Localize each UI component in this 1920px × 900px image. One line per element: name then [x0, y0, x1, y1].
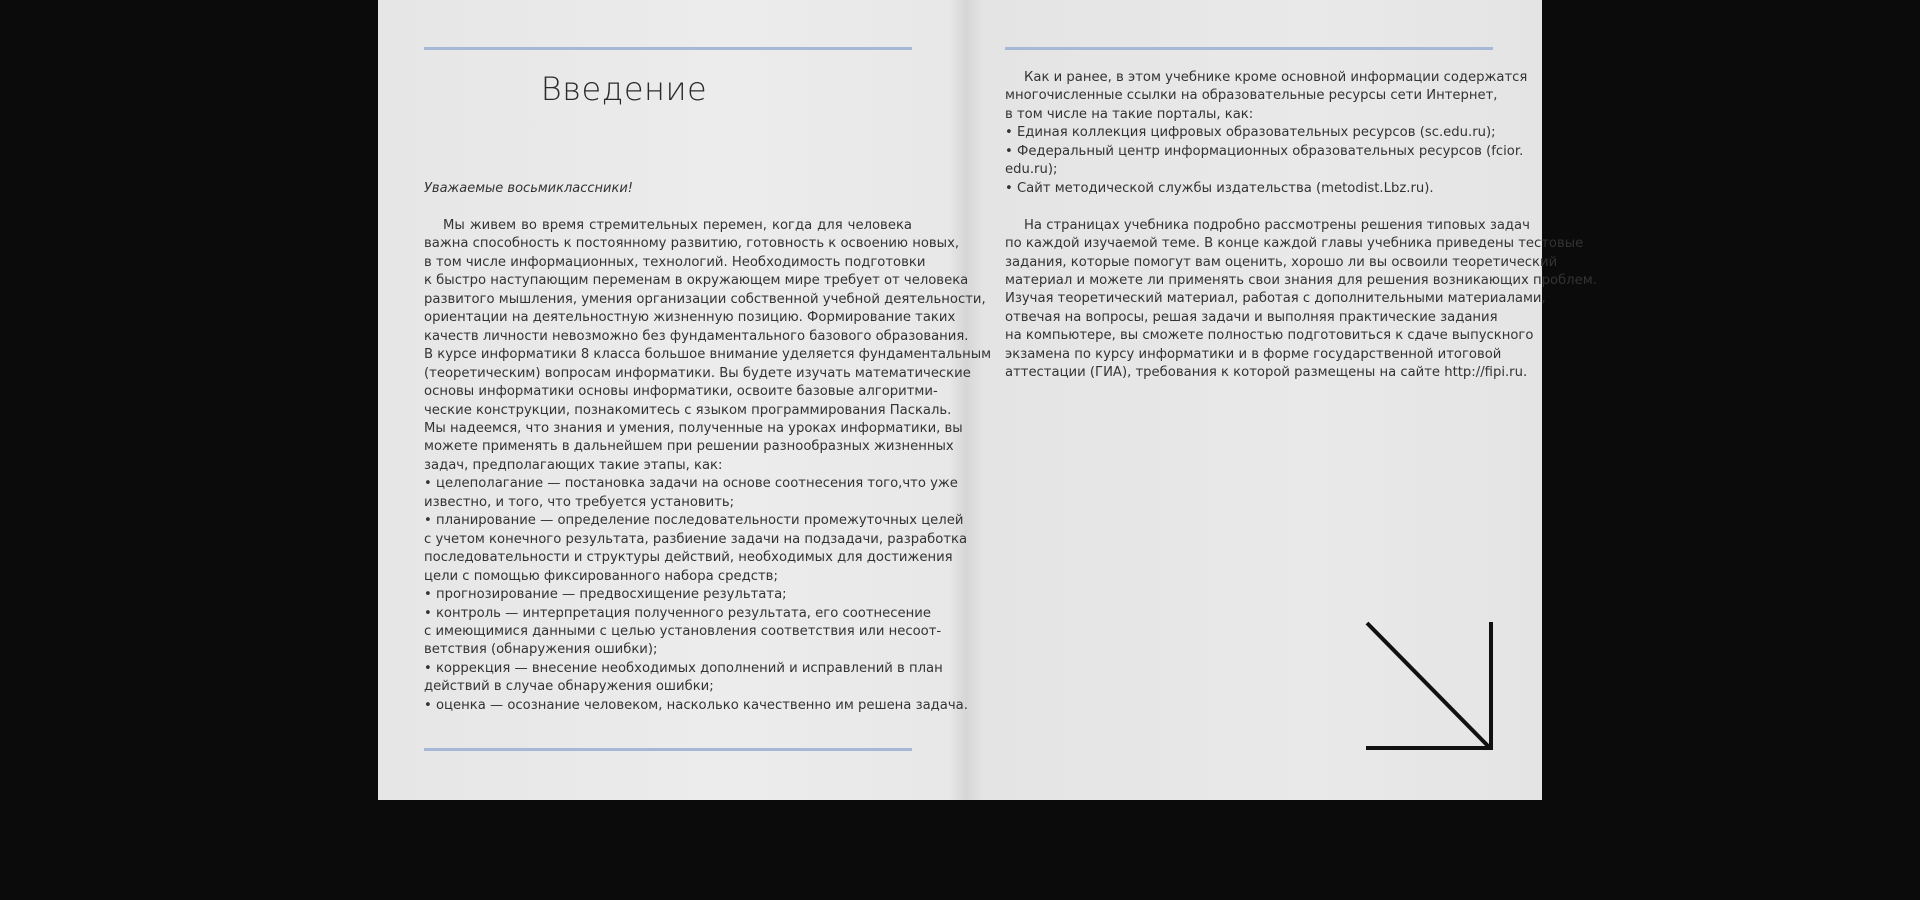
text-line: На страницах учебника подробно рассмотрены решения типовых задач: [1024, 217, 1530, 233]
text-line: важна способность к постоянному развитию, готовность к освоению новых,: [424, 236, 960, 252]
text-line: ориентации на деятельностную жизненную позицию. Формирование таких: [424, 310, 956, 326]
text-line: отвечая на вопросы, решая задачи и выполняя практические задания: [1005, 309, 1498, 325]
text-line: цели с помощью фиксированного набора средств;: [424, 568, 778, 584]
greeting: Уважаемые восьмиклассники!: [424, 181, 633, 196]
text-line: • коррекция — внесение необходимых дополнений и исправлений в план: [424, 660, 943, 676]
text-line: в том числе на такие порталы, как:: [1005, 106, 1254, 122]
text-line: • прогнозирование — предвосхищение результата;: [424, 587, 787, 603]
text-line: экзамена по курсу информатики и в форме государственной итоговой: [1005, 346, 1502, 362]
text-line: материал и можете ли применять свои знания для решения возникающих проблем.: [1005, 272, 1597, 288]
paragraph-gap: [1005, 198, 1493, 216]
text-line: задач, предполагающих такие этапы, как:: [424, 457, 723, 473]
top-rule-right: [1005, 47, 1493, 50]
text-line: ческие конструкции, познакомитесь с языком программирования Паскаль.: [424, 402, 952, 418]
text-line: можете применять в дальнейшем при решении разнообразных жизненных: [424, 439, 954, 455]
text-line: с имеющимися данными с целью установления соответствия или несоот-: [424, 623, 942, 639]
top-rule-left: [424, 47, 912, 50]
left-page-body: [424, 217, 992, 715]
text-line: действий в случае обнаружения ошибки;: [424, 679, 714, 695]
text-line: • Сайт методической службы издательства (metodist.Lbz.ru).: [1005, 180, 1434, 196]
text-line: многочисленные ссылки на образовательные ресурсы сети Интернет,: [1005, 88, 1498, 104]
text-line: задания, которые помогут вам оценить, хорошо ли вы освоили теоретический: [1005, 254, 1558, 270]
text-line: Мы надеемся, что знания и умения, полученные на уроках информатики, вы: [424, 420, 963, 436]
text-line: к быстро наступающим переменам в окружающем мире требует от человека: [424, 273, 969, 289]
text-line: аттестации (ГИА), требования к которой размещены на сайте http://fipi.ru.: [1005, 365, 1528, 381]
text-line: • оценка — осознание человеком, насколько качественно им решена задача.: [424, 697, 968, 713]
text-line: edu.ru);: [1005, 162, 1058, 178]
right-page-body: [1005, 69, 1597, 383]
text-line: В курсе информатики 8 класса большое внимание уделяется фундаментальным: [424, 347, 992, 363]
text-line: (теоретическим) вопросам информатики. Вы будете изучать математические: [424, 365, 971, 381]
text-line: с учетом конечного результата, разбиение задачи на подзадачи, разработка: [424, 531, 968, 547]
bottom-rule-left: [424, 748, 912, 751]
text-line: в том числе информационных, технологий. Необходимость подготовки: [424, 254, 926, 270]
text-line: известно, и того, что требуется установить;: [424, 494, 735, 510]
arrow-down-right-icon: [1364, 620, 1494, 752]
text-line: качеств личности невозможно без фундаментального базового образования.: [424, 328, 969, 344]
text-line: развитого мышления, умения организации собственной учебной деятельности,: [424, 291, 986, 307]
text-line: • Единая коллекция цифровых образовательных ресурсов (sc.edu.ru);: [1005, 125, 1496, 141]
text-line: по каждой изучаемой теме. В конце каждой главы учебника приведены тестовые: [1005, 236, 1584, 252]
text-line: последовательности и структуры действий, необходимых для достижения: [424, 550, 953, 566]
text-line: Мы живем во время стремительных перемен, когда для человека: [443, 218, 912, 233]
text-line: • целеполагание — постановка задачи на основе соотнесения того,что уже: [424, 476, 958, 492]
text-line: • планирование — определение последовательности промежуточных целей: [424, 513, 964, 529]
text-line: ветствия (обнаружения ошибки);: [424, 642, 658, 658]
text-line: Как и ранее, в этом учебнике кроме основной информации содержатся: [1024, 70, 1528, 85]
page-title: Введение: [540, 70, 708, 108]
text-line: Изучая теоретический материал, работая с дополнительными материалами,: [1005, 291, 1546, 307]
text-line: • контроль — интерпретация полученного результата, его соотнесение: [424, 605, 931, 621]
text-line: • Федеральный центр информационных образовательных ресурсов (fcior.: [1005, 143, 1524, 159]
text-line: основы информатики основы информатики, освоите базовые алгоритми-: [424, 384, 938, 400]
text-line: на компьютере, вы сможете полностью подготовиться к сдаче выпускного: [1005, 328, 1534, 344]
